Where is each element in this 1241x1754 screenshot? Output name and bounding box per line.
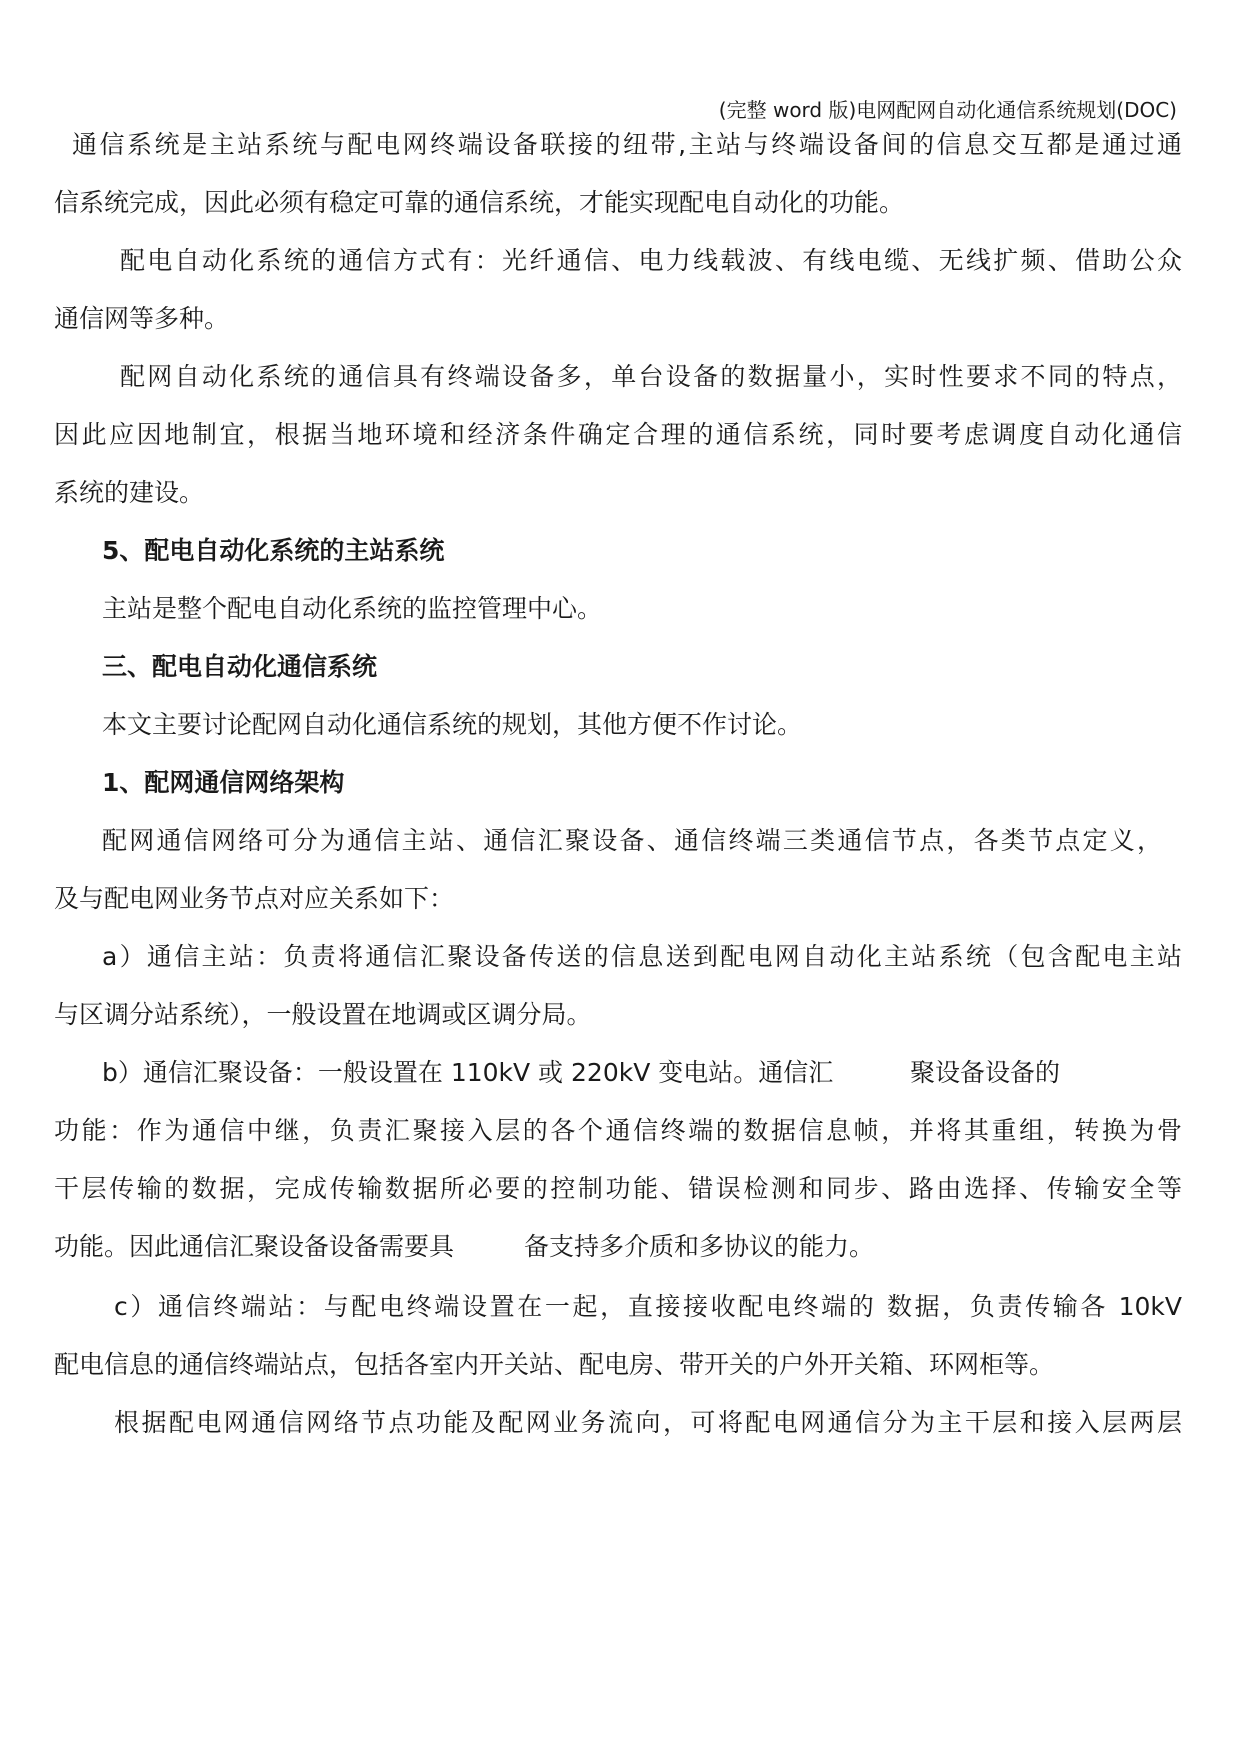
paragraph-line: 根据配电网通信网络节点功能及配网业务流向，可将配电网通信分为主干层和接入层两层 [114,1408,1182,1437]
page-header: (完整 word 版)电网配网自动化通信系统规划(DOC) [718,98,1177,122]
section-heading-3: 三、配电自动化通信系统 [102,652,378,681]
paragraph-line: 及与配电网业务节点对应关系如下： [54,884,455,913]
paragraph-line: 信系统完成，因此必须有稳定可靠的通信系统，才能实现配电自动化的功能。 [54,188,905,217]
paragraph-line: 主站是整个配电自动化系统的监控管理中心。 [102,594,603,623]
paragraph-line: 系统的建设。 [54,478,205,507]
list-item-c: c）通信终端站：与配电终端设置在一起，直接接收配电终端的 数据，负责传输各 10kV [114,1292,1182,1321]
paragraph-line: 与区调分站系统），一般设置在地调或区调分局。 [54,1000,592,1029]
paragraph-line: 配网自动化系统的通信具有终端设备多，单台设备的数据量小，实时性要求不同的特点， [120,362,1182,391]
section-heading-1: 1、配网通信网络架构 [102,768,345,797]
list-item-a: a）通信主站：负责将通信汇聚设备传送的信息送到配电网自动化主站系统（包含配电主站 [102,942,1182,971]
paragraph-line: 本文主要讨论配网自动化通信系统的规划，其他方便不作讨论。 [102,710,803,739]
list-item-b: b）通信汇聚设备：一般设置在 110kV 或 220kV 变电站。通信汇 [102,1058,834,1087]
paragraph-line-fragment: 聚设备设备的 [910,1058,1061,1087]
paragraph-line: 功能。因此通信汇聚设备设备需要具 [54,1232,455,1261]
paragraph-line: 配网通信网络可分为通信主站、通信汇聚设备、通信终端三类通信节点，各类节点定义， [102,826,1162,855]
paragraph-line: 功能：作为通信中继，负责汇聚接入层的各个通信终端的数据信息帧，并将其重组，转换为骨 [54,1116,1182,1145]
paragraph-line: 通信网等多种。 [54,304,230,333]
paragraph-line: 通信系统是主站系统与配电网终端设备联接的纽带,主站与终端设备间的信息交互都是通过通 [72,130,1182,159]
paragraph-line: 配电信息的通信终端站点，包括各室内开关站、配电房、带开关的户外开关箱、环网柜等。 [54,1350,1055,1379]
paragraph-line: 因此应因地制宜，根据当地环境和经济条件确定合理的通信系统，同时要考虑调度自动化通信 [54,420,1182,449]
paragraph-line: 干层传输的数据，完成传输数据所必要的控制功能、错误检测和同步、路由选择、传输安全等 [54,1174,1182,1203]
paragraph-line: 配电自动化系统的通信方式有：光纤通信、电力线载波、有线电缆、无线扩频、借助公众 [120,246,1182,275]
section-heading-5: 5、配电自动化系统的主站系统 [102,536,445,565]
paragraph-line-fragment: 备支持多介质和多协议的能力。 [524,1232,875,1261]
